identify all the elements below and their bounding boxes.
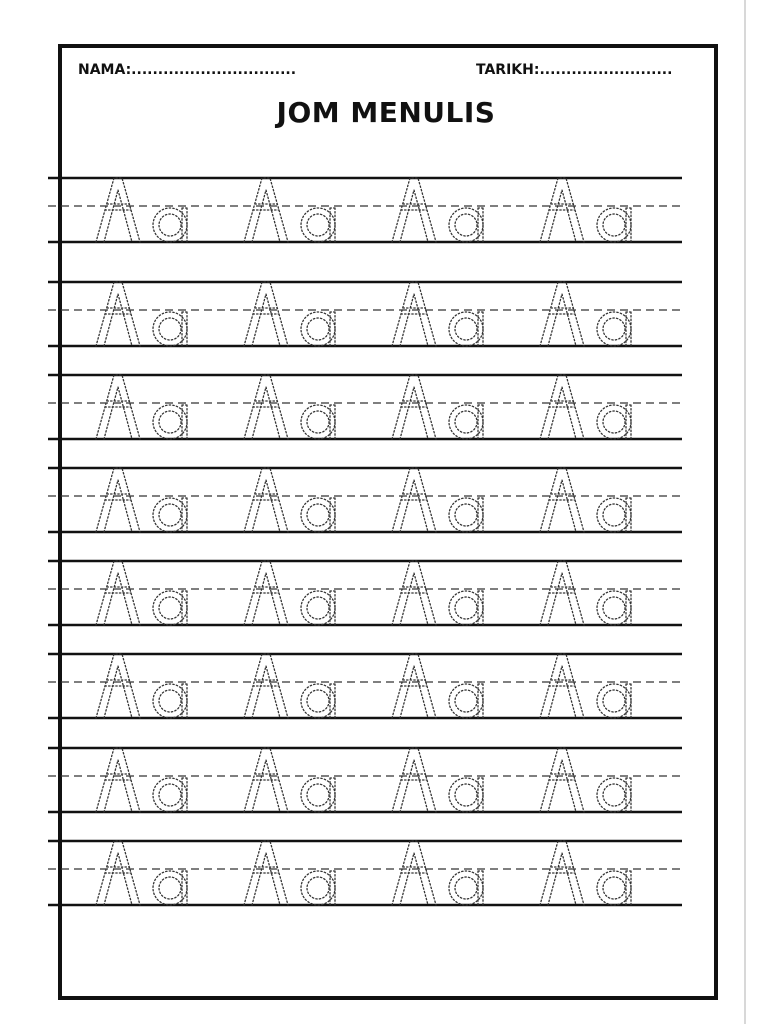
letter-pair-Aa	[96, 282, 187, 346]
trace-letter-lower-a-bowl-inner	[455, 214, 477, 236]
letter-pair-Aa	[244, 748, 335, 812]
letter-pair-Aa	[392, 375, 483, 439]
letter-pair-Aa	[244, 468, 335, 532]
date-field-label: TARIKH:.........................	[476, 62, 673, 78]
letter-pair-Aa	[96, 561, 187, 625]
letter-pair-Aa	[540, 748, 631, 812]
trace-letter-upper-A	[392, 748, 436, 812]
trace-letter-lower-a-bowl-inner	[159, 690, 181, 712]
trace-letter-lower-a-bowl-inner	[159, 597, 181, 619]
trace-letter-upper-A	[96, 468, 140, 532]
trace-letter-upper-A	[540, 654, 584, 718]
practice-row	[48, 282, 682, 346]
trace-letter-upper-A	[96, 654, 140, 718]
letter-pair-Aa	[392, 748, 483, 812]
trace-letter-upper-A	[392, 468, 436, 532]
trace-letter-lower-a-bowl-inner	[455, 784, 477, 806]
letter-pair-Aa	[540, 468, 631, 532]
trace-letter-lower-a-bowl-inner	[307, 597, 329, 619]
letter-pair-Aa	[540, 178, 631, 242]
trace-letter-lower-a-bowl-inner	[307, 690, 329, 712]
trace-letter-upper-A	[96, 841, 140, 905]
trace-letter-upper-A	[392, 178, 436, 242]
trace-letter-lower-a-bowl-inner	[307, 214, 329, 236]
practice-row	[48, 468, 682, 532]
trace-letter-lower-a-bowl-inner	[159, 318, 181, 340]
trace-letter-upper-A	[96, 748, 140, 812]
trace-letter-upper-A	[244, 841, 288, 905]
letter-pair-Aa	[96, 178, 187, 242]
trace-letter-lower-a-bowl-inner	[455, 504, 477, 526]
trace-letter-upper-A	[392, 654, 436, 718]
trace-letter-lower-a-bowl-inner	[603, 411, 625, 433]
trace-letter-upper-A	[540, 748, 584, 812]
practice-row	[48, 841, 682, 905]
trace-letter-upper-A	[244, 654, 288, 718]
trace-letter-lower-a-bowl-inner	[307, 411, 329, 433]
letter-pair-Aa	[96, 748, 187, 812]
letter-pair-Aa	[244, 375, 335, 439]
letter-pair-Aa	[392, 468, 483, 532]
letter-pair-Aa	[96, 468, 187, 532]
trace-letter-lower-a-bowl-inner	[455, 597, 477, 619]
trace-letter-upper-A	[96, 282, 140, 346]
trace-letter-upper-A	[540, 561, 584, 625]
practice-row	[48, 178, 682, 242]
trace-letter-upper-A	[540, 468, 584, 532]
letter-pair-Aa	[540, 282, 631, 346]
trace-letter-lower-a-bowl-inner	[159, 877, 181, 899]
page-title: JOM MENULIS	[276, 96, 496, 129]
letter-pair-Aa	[244, 561, 335, 625]
trace-letter-lower-a-bowl-inner	[603, 784, 625, 806]
trace-letter-upper-A	[244, 748, 288, 812]
letter-pair-Aa	[540, 654, 631, 718]
letter-pair-Aa	[392, 178, 483, 242]
trace-letter-lower-a-bowl-inner	[307, 318, 329, 340]
trace-letter-lower-a-bowl-inner	[159, 784, 181, 806]
letter-pair-Aa	[540, 841, 631, 905]
trace-letter-upper-A	[244, 375, 288, 439]
letter-pair-Aa	[392, 841, 483, 905]
trace-letter-lower-a-bowl-inner	[159, 214, 181, 236]
trace-letter-upper-A	[244, 282, 288, 346]
practice-row	[48, 375, 682, 439]
trace-letter-lower-a-bowl-inner	[455, 877, 477, 899]
trace-letter-lower-a-bowl-inner	[307, 877, 329, 899]
trace-letter-upper-A	[540, 178, 584, 242]
trace-letter-upper-A	[540, 375, 584, 439]
letter-pair-Aa	[244, 178, 335, 242]
trace-letter-upper-A	[96, 375, 140, 439]
practice-row	[48, 561, 682, 625]
letter-pair-Aa	[244, 841, 335, 905]
trace-letter-lower-a-bowl-inner	[455, 318, 477, 340]
letter-pair-Aa	[96, 841, 187, 905]
trace-letter-upper-A	[392, 375, 436, 439]
letter-pair-Aa	[392, 561, 483, 625]
trace-letter-lower-a-bowl-inner	[159, 504, 181, 526]
trace-letter-lower-a-bowl-inner	[455, 690, 477, 712]
trace-letter-upper-A	[244, 468, 288, 532]
letter-pair-Aa	[392, 282, 483, 346]
letter-pair-Aa	[96, 654, 187, 718]
letter-pair-Aa	[244, 654, 335, 718]
letter-pair-Aa	[392, 654, 483, 718]
trace-letter-upper-A	[392, 841, 436, 905]
trace-letter-upper-A	[96, 178, 140, 242]
practice-row	[48, 654, 682, 718]
trace-letter-upper-A	[244, 561, 288, 625]
trace-letter-lower-a-bowl-inner	[307, 784, 329, 806]
letter-pair-Aa	[244, 282, 335, 346]
trace-letter-upper-A	[96, 561, 140, 625]
trace-letter-lower-a-bowl-inner	[455, 411, 477, 433]
trace-letter-upper-A	[392, 561, 436, 625]
trace-letter-lower-a-bowl-inner	[159, 411, 181, 433]
trace-letter-lower-a-bowl-inner	[603, 597, 625, 619]
letter-pair-Aa	[96, 375, 187, 439]
trace-letter-lower-a-bowl-inner	[603, 690, 625, 712]
trace-letter-lower-a-bowl-inner	[603, 877, 625, 899]
letter-pair-Aa	[540, 375, 631, 439]
trace-letter-upper-A	[244, 178, 288, 242]
practice-row	[48, 748, 682, 812]
trace-letter-upper-A	[392, 282, 436, 346]
trace-letter-lower-a-bowl-inner	[603, 214, 625, 236]
letter-pair-Aa	[540, 561, 631, 625]
name-field-label: NAMA:...............................	[78, 62, 297, 78]
trace-letter-lower-a-bowl-inner	[603, 504, 625, 526]
trace-letter-lower-a-bowl-inner	[307, 504, 329, 526]
trace-letter-lower-a-bowl-inner	[603, 318, 625, 340]
trace-letter-upper-A	[540, 841, 584, 905]
trace-letter-upper-A	[540, 282, 584, 346]
